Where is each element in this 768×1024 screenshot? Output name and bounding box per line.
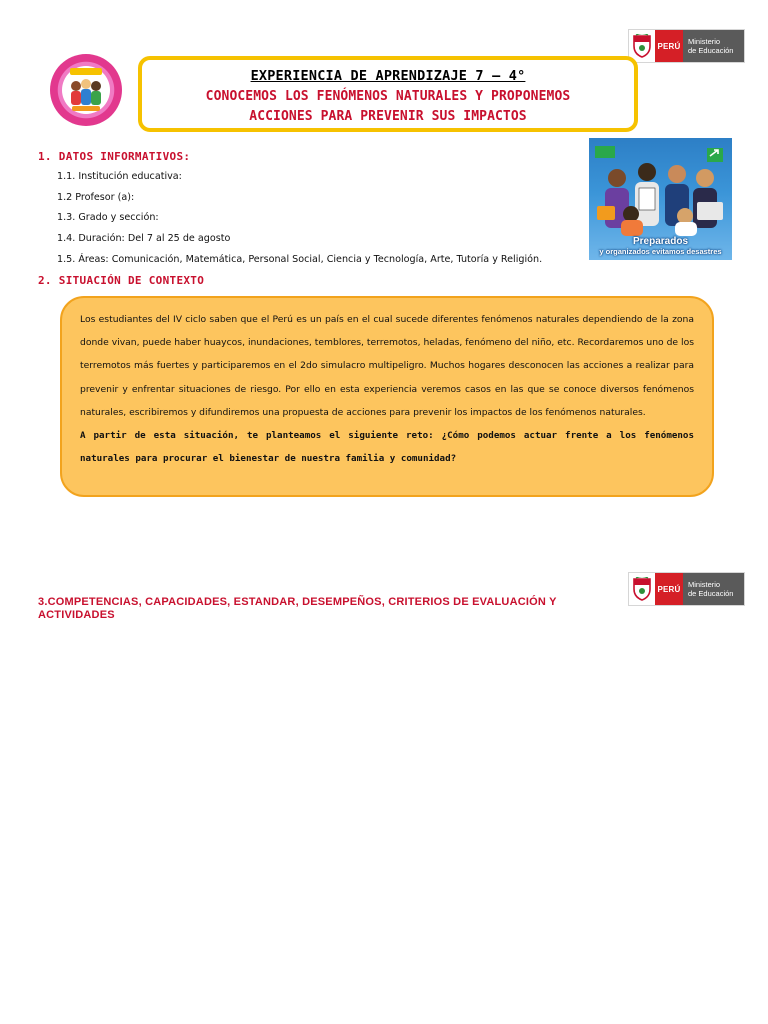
info-institution: 1.1. Institución educativa:: [57, 171, 182, 182]
context-box: [60, 296, 714, 497]
ministerio-label: Ministerio de Educación: [683, 573, 744, 605]
section1-heading: 1. DATOS INFORMATIVOS:: [38, 150, 191, 163]
preparedness-poster: [589, 138, 732, 260]
experience-title: EXPERIENCIA DE APRENDIZAJE 7 – 4°: [250, 68, 526, 84]
section2-heading: 2. SITUACIÓN DE CONTEXTO: [38, 274, 205, 287]
ministerio-label: Ministerio de Educación: [683, 30, 744, 62]
minedu-logo-top: [628, 29, 745, 63]
minedu-logo-bottom: [628, 572, 745, 606]
experience-subtitle-line1: CONOCEMOS LOS FENÓMENOS NATURALES Y PROPONEMOS: [205, 89, 571, 104]
peru-label: PERÚ: [655, 30, 683, 62]
info-teacher: 1.2 Profesor (a):: [57, 192, 135, 203]
school-logo: [50, 54, 122, 126]
school-logo-children-icon: [50, 54, 122, 126]
peru-shield-icon: [629, 573, 655, 605]
section3-heading: 3.COMPETENCIAS, CAPACIDADES, ESTANDAR, DESEMPEÑOS, CRITERIOS DE EVALUACIÓN Y ACTIVIDADES: [38, 596, 557, 621]
context-paragraph: Los estudiantes del IV ciclo saben que el Perú es un país en el cual sucede diferentes fenómenos naturales dependiendo de la zona donde vivan, puede haber huaycos, inundaciones, temblores, terremotos, heladas, fenómeno del niño, etc. Recordaremos uno de los terremotos más fuertes y participaremos en el 2do simulacro multipeligro. Muchos hogares desconocen las acciones a realizar para prevenir y enfrentar situaciones de riesgo. Por ello en esta experiencia veremos casos en las que se conoce diversos fenómenos naturales, escribiremos y difundiremos una propuesta de acciones para prevenir los impactos de los fenómenos naturales.: [80, 314, 694, 418]
peru-label: PERÚ: [655, 573, 683, 605]
experience-subtitle-line2: ACCIONES PARA PREVENIR SUS IMPACTOS: [249, 109, 527, 124]
poster-caption: Preparados y organizados evitamos desastres: [599, 236, 722, 256]
challenge-question: A partir de esta situación, te planteamos el siguiente reto: ¿Cómo podemos actuar frente a los fenómenos naturales para procurar el bienestar de nuestra familia y comunidad?: [80, 430, 694, 465]
title-box: [138, 56, 638, 132]
info-duration: 1.4. Duración: Del 7 al 25 de agosto: [57, 233, 231, 244]
info-grade: 1.3. Grado y sección:: [57, 212, 159, 223]
info-areas: 1.5. Áreas: Comunicación, Matemática, Personal Social, Ciencia y Tecnología, Arte, Tutoría y Religión.: [57, 254, 543, 265]
